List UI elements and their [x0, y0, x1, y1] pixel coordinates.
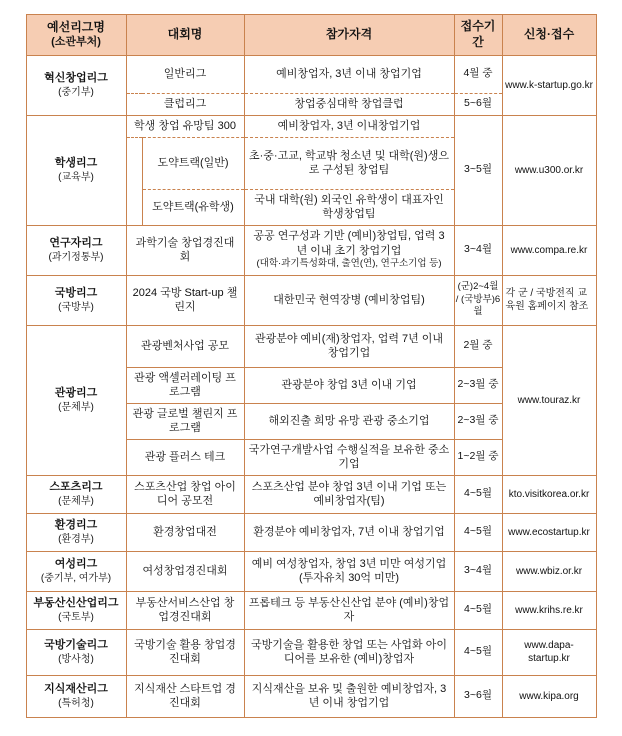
row-women [26, 551, 596, 591]
column-header-qualification: 참가자격 [244, 15, 454, 56]
qualification: 국가연구개발사업 수행실적을 보유한 중소기업 [244, 439, 454, 475]
league-name: 국방기술리그 [44, 638, 108, 651]
column-header-league-line2: (소관부처) [51, 36, 101, 49]
period: 2월 중 [454, 325, 502, 367]
qualification: 초·중·고교, 학교밖 청소년 및 대학(원)생으로 구성된 창업팀 [244, 137, 454, 189]
column-header-period: 접수기간 [454, 15, 502, 56]
apply-site: www.ecostartup.kr [502, 513, 596, 551]
apply-site: www.dapa-startup.kr [502, 629, 596, 675]
league-name: 스포츠리그 [49, 480, 103, 493]
league-cell-realestate [26, 591, 126, 629]
competition-name: 학생 창업 유망팀 300 [126, 115, 244, 137]
league-name: 학생리그 [54, 156, 98, 169]
period: 1~2월 중 [454, 439, 502, 475]
qualification-note: (대학·과기특성화대, 출연(연), 연구소기업 등) [256, 258, 442, 270]
league-ministry: (특허청) [58, 698, 94, 710]
competition-name: 스포츠산업 창업 아이디어 공모전 [126, 475, 244, 513]
league-ministry: (교육부) [58, 172, 94, 184]
qualification: 환경분야 예비창업자, 7년 이내 창업기업 [244, 513, 454, 551]
league-name: 환경리그 [54, 518, 98, 531]
period: 4~5월 [454, 513, 502, 551]
qualification: 관광분야 예비(재)창업자, 업력 7년 이내 창업기업 [244, 325, 454, 367]
period: 3~4월 [454, 225, 502, 275]
apply-site: kto.visitkorea.or.kr [502, 475, 596, 513]
league-cell-defensetech [26, 629, 126, 675]
league-name: 관광리그 [54, 386, 98, 399]
qualification: 예비창업자, 3년 이내 창업기업 [244, 55, 454, 93]
column-header-competition: 대회명 [126, 15, 244, 56]
league-cell-student [26, 115, 126, 225]
apply-site: www.compa.re.kr [502, 225, 596, 275]
league-cell-researcher [26, 225, 126, 275]
apply-site: www.touraz.kr [502, 325, 596, 475]
period: 4~5월 [454, 475, 502, 513]
apply-site: www.k-startup.go.kr [502, 55, 596, 115]
apply-site: www.kipa.org [502, 675, 596, 717]
page [0, 14, 622, 736]
competition-name: 관광 플러스 테크 [126, 439, 244, 475]
league-ministry: (국방부) [58, 302, 94, 314]
row-innovation-1 [26, 55, 596, 93]
competition-name: 일반리그 [126, 55, 244, 93]
period: 5~6월 [454, 93, 502, 115]
row-sports [26, 475, 596, 513]
league-ministry: (환경부) [58, 534, 94, 546]
competition-name: 2024 국방 Start-up 챌린지 [126, 275, 244, 325]
qualification: 프롭테크 등 부동산신산업 분야 (예비)창업자 [244, 591, 454, 629]
league-name: 국방리그 [54, 286, 98, 299]
qualification-main: 공공 연구성과 기반 (예비)창업팀, 업력 3년 이내 초기 창업기업 [253, 230, 445, 257]
league-name: 혁신창업리그 [44, 71, 108, 84]
league-ministry: (과기정통부) [48, 252, 104, 264]
row-researcher [26, 225, 596, 275]
apply-site: 각 군 / 국방전직 교육원 홈페이지 참조 [502, 275, 596, 325]
row-defense [26, 275, 596, 325]
apply-site: www.wbiz.or.kr [502, 551, 596, 591]
league-cell-sports [26, 475, 126, 513]
league-ministry: (국토부) [58, 612, 94, 624]
qualification: 지식재산을 보유 및 출원한 예비창업자, 3년 이내 창업기업 [244, 675, 454, 717]
competition-name: 환경창업대전 [126, 513, 244, 551]
competition-name: 여성창업경진대회 [126, 551, 244, 591]
league-ministry: (문체부) [58, 496, 94, 508]
period: 3~6월 [454, 675, 502, 717]
period: 3~5월 [454, 115, 502, 225]
competition-name: 도약트랙(유학생) [142, 189, 244, 225]
competition-name: 도약트랙(일반) [142, 137, 244, 189]
league-cell-tourism [26, 325, 126, 475]
qualification: 관광분야 창업 3년 이내 기업 [244, 367, 454, 403]
period: (군)2~4월 / (국방부)6월 [454, 275, 502, 325]
row-ip [26, 675, 596, 717]
competition-name: 클럽리그 [126, 93, 244, 115]
apply-site: www.krihs.re.kr [502, 591, 596, 629]
league-cell-ip [26, 675, 126, 717]
column-header-apply: 신청·접수 [502, 15, 596, 56]
competition-name: 부동산서비스산업 창업경진대회 [126, 591, 244, 629]
league-cell-defense [26, 275, 126, 325]
period: 2~3월 중 [454, 367, 502, 403]
competition-name: 국방기술 활용 창업경진대회 [126, 629, 244, 675]
qualification: 해외진출 희망 유망 관광 중소기업 [244, 403, 454, 439]
period: 2~3월 중 [454, 403, 502, 439]
preliminary-league-table [26, 14, 597, 718]
league-cell-innovation [26, 55, 126, 115]
qualification: 국내 대학(원) 외국인 유학생이 대표자인 학생창업팀 [244, 189, 454, 225]
column-header-league [26, 15, 126, 56]
row-defensetech [26, 629, 596, 675]
league-ministry: (중기부, 여가부) [40, 573, 112, 585]
row-environment [26, 513, 596, 551]
qualification: 예비창업자, 3년 이내창업기업 [244, 115, 454, 137]
period: 4~5월 [454, 591, 502, 629]
header-row [26, 15, 596, 56]
league-name: 연구자리그 [49, 236, 103, 249]
qualification: 예비 여성창업자, 창업 3년 미만 여성기업 (투자유치 30억 미만) [244, 551, 454, 591]
competition-name: 관광벤처사업 공모 [126, 325, 244, 367]
row-realestate [26, 591, 596, 629]
league-ministry: (방사청) [58, 654, 94, 666]
period: 4월 중 [454, 55, 502, 93]
competition-name: 관광 액셀러레이팅 프로그램 [126, 367, 244, 403]
qualification: 국방기술을 활용한 창업 또는 사업화 아이디어를 보유한 (예비)창업자 [244, 629, 454, 675]
qualification [244, 225, 454, 275]
row-tourism-1 [26, 325, 596, 367]
league-cell-women [26, 551, 126, 591]
period: 4~5월 [454, 629, 502, 675]
league-name: 부동산신산업리그 [33, 596, 119, 609]
apply-site: www.u300.or.kr [502, 115, 596, 225]
column-header-league-line1: 예선리그명 [47, 19, 105, 34]
qualification: 창업중심대학 창업클럽 [244, 93, 454, 115]
competition-name: 관광 글로벌 챌린지 프로그램 [126, 403, 244, 439]
league-ministry: (문체부) [58, 402, 94, 414]
league-name: 지식재산리그 [44, 682, 108, 695]
period: 3~4월 [454, 551, 502, 591]
league-ministry: (중기부) [58, 87, 94, 99]
league-name: 여성리그 [54, 557, 98, 570]
student-track-indent-spacer [126, 137, 142, 225]
row-student-main [26, 115, 596, 137]
competition-name: 과학기술 창업경진대회 [126, 225, 244, 275]
qualification: 대한민국 현역장병 (예비창업팀) [244, 275, 454, 325]
league-cell-environment [26, 513, 126, 551]
competition-name: 지식재산 스타트업 경진대회 [126, 675, 244, 717]
qualification: 스포츠산업 분야 창업 3년 이내 기업 또는 예비창업자(팀) [244, 475, 454, 513]
